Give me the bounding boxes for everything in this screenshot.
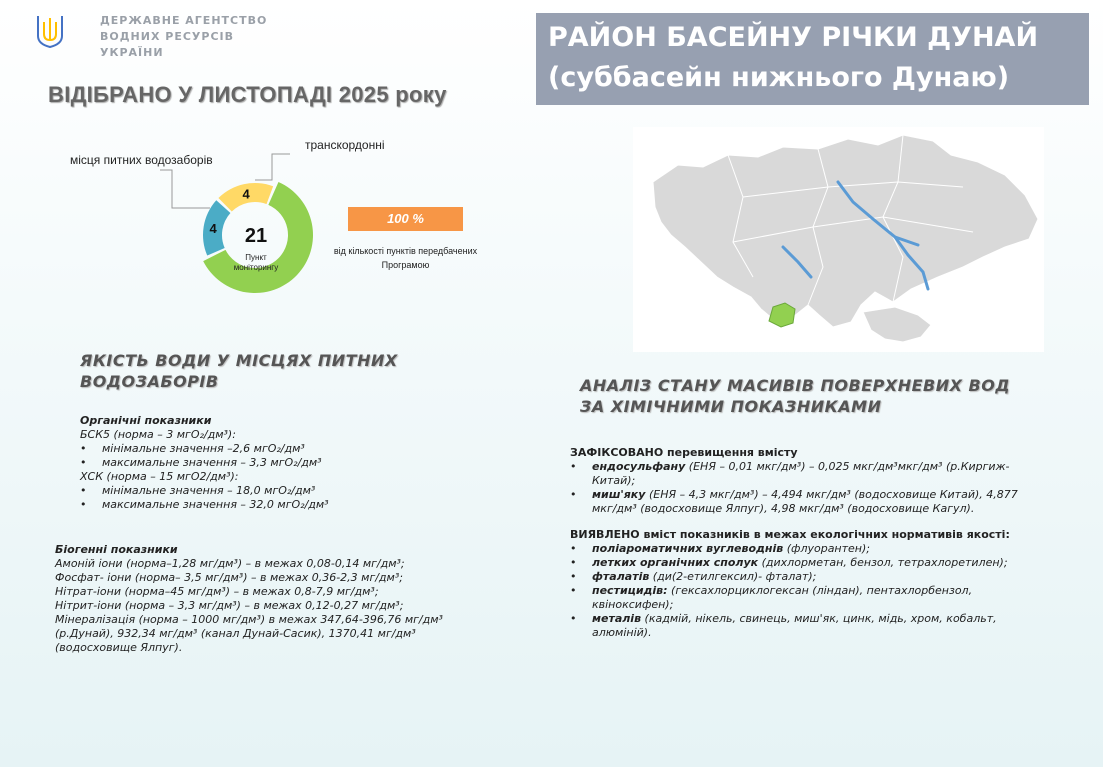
within-item-name: фталатів	[592, 570, 650, 583]
organic-heading: Органічні показники	[80, 414, 212, 427]
bullet: •	[570, 488, 577, 501]
exceed-heading: ЗАФІКСОВАНО перевищення вмісту	[570, 446, 798, 459]
organic-block	[80, 414, 500, 512]
bullet: •	[80, 456, 87, 469]
endo-name: ендосульфану	[592, 460, 686, 473]
bsk5-max-text: максимальне значення – 3,3 мгО₂/дм³	[102, 456, 322, 469]
title-box	[536, 13, 1089, 105]
within-item-name: летких органічних сполук	[592, 556, 759, 569]
within-item	[570, 612, 1040, 640]
agency-name	[100, 13, 288, 61]
bullet: •	[80, 484, 87, 497]
hsk-max	[80, 498, 500, 512]
donut-slice-drinking	[203, 200, 230, 255]
within-item	[570, 570, 1040, 584]
within-item-text: (флуорантен);	[783, 542, 870, 555]
arsenic-text: (ЕНЯ – 4,3 мкг/дм³) – 4,494 мкг/дм³ (водосховище Китай), 4,877 мкг/дм³ (водосховище Ялпуг), 4,98 мкг/дм³ (водосховище Кагул).	[592, 488, 1018, 515]
map-highlight-danube	[769, 303, 795, 327]
agency-logo	[28, 10, 288, 59]
within-item-name: пестицидів:	[592, 584, 668, 597]
within-item	[570, 556, 1040, 570]
bullet: •	[80, 442, 87, 455]
within-item-name: поліароматичних вуглеводнів	[592, 542, 784, 555]
bullet: •	[570, 460, 577, 473]
title-line-1: РАЙОН БАСЕЙНУ РІЧКИ ДУНАЙ	[548, 22, 1039, 53]
bullet: •	[80, 498, 87, 511]
bullet: •	[570, 612, 577, 625]
donut-total: 21	[244, 225, 268, 247]
biogenic-block	[55, 543, 525, 655]
agency-line-2: ВОДНИХ РЕСУРСІВ УКРАЇНИ	[100, 30, 234, 59]
analysis-title-1: АНАЛІЗ СТАНУ МАСИВІВ ПОВЕРХНЕВИХ ВОД	[580, 376, 1011, 395]
donut-center-label-1: Пункт	[245, 253, 267, 262]
map-svg	[633, 127, 1044, 352]
exceed-item-endosulfan	[570, 460, 1040, 488]
arsenic-name: миш'яку	[592, 488, 646, 501]
exceed-block	[570, 446, 1040, 516]
water-quality-title-2: ВОДОЗАБОРІВ	[80, 372, 219, 391]
within-heading: ВИЯВЛЕНО вміст показників в межах екологічних нормативів якості:	[570, 528, 1010, 541]
analysis-title-2: ЗА ХІМІЧНИМИ ПОКАЗНИКАМИ	[580, 397, 882, 416]
within-item-text: (кадмій, нікель, свинець, миш'як, цинк, мідь, хром, кобальт, алюміній).	[592, 612, 997, 639]
bsk5-max	[80, 456, 500, 470]
percent-caption-1: від кількості пунктів передбачених	[333, 246, 478, 256]
donut-chart	[195, 175, 315, 295]
bsk5-min	[80, 442, 500, 456]
bio-line-3: Нітрат-іони (норма–45 мг/дм³) – в межах 0,8-7,9 мг/дм³;	[55, 585, 379, 598]
within-item-text: (гексахлорциклогексан (ліндан), пентахлорбензол, квіноксифен);	[592, 584, 973, 611]
segment-label-transboundary: 4	[242, 186, 250, 202]
trident-icon	[36, 14, 64, 48]
hsk-line: ХСК (норма – 15 мгО2/дм³):	[80, 470, 239, 483]
percent-caption	[318, 244, 493, 272]
ukraine-map	[633, 127, 1044, 352]
callout-drinking: місця питних водозаборів	[70, 153, 213, 167]
map-crimea	[863, 307, 931, 342]
bsk5-line: БСК5 (норма – 3 мгО₂/дм³):	[80, 428, 236, 441]
bio-line-6: (р.Дунай), 932,34 мг/дм³ (канал Дунай-Сасик), 1370,41 мг/дм³	[55, 627, 416, 640]
bio-line-5: Мінералізація (норма – 1000 мг/дм³) в межах 347,64-396,76 мг/дм³	[55, 613, 443, 626]
hsk-min-text: мінімальне значення – 18,0 мгО₂/дм³	[102, 484, 316, 497]
within-item-name: металів	[592, 612, 642, 625]
selected-heading: ВІДІБРАНО У ЛИСТОПАДІ 2025 року	[48, 82, 447, 107]
donut-center-label-2: моніторингу	[233, 263, 279, 272]
within-item-text: (дихлорметан, бензол, тетрахлоретилен);	[758, 556, 1008, 569]
bio-line-7: (водосховище Ялпуг).	[55, 641, 183, 654]
title-line-2: (суббасейн нижнього Дунаю)	[548, 62, 1010, 93]
within-item-text: (ди(2-етилгексил)- фталат);	[649, 570, 817, 583]
callout-transboundary: транскордонні	[305, 138, 385, 152]
biogenic-heading: Біогенні показники	[55, 543, 178, 556]
hsk-max-text: максимальне значення – 32,0 мгО₂/дм³	[102, 498, 329, 511]
bullet: •	[570, 584, 577, 597]
bsk5-min-text: мінімальне значення –2,6 мгО₂/дм³	[102, 442, 305, 455]
exceed-item-arsenic	[570, 488, 1040, 516]
map-country	[653, 135, 1038, 327]
within-item	[570, 542, 1040, 556]
bio-line-2: Фосфат- іони (норма– 3,5 мг/дм³) – в межах 0,36-2,3 мг/дм³;	[55, 571, 403, 584]
within-block	[570, 528, 1040, 640]
bullet: •	[570, 556, 577, 569]
endo-text: (ЕНЯ – 0,01 мкг/дм³) – 0,025 мкг/дм³мкг/дм³ (р.Киргиж-Китай);	[592, 460, 1010, 487]
analysis-title	[580, 375, 1010, 417]
bullet: •	[570, 542, 577, 555]
bio-line-1: Амоній іони (норма–1,28 мг/дм³) – в межах 0,08-0,14 мг/дм³;	[55, 557, 405, 570]
percent-caption-2: Програмою	[381, 260, 430, 270]
water-quality-title-1: ЯКІСТЬ ВОДИ У МІСЦЯХ ПИТНИХ	[80, 351, 398, 370]
water-quality-title	[80, 350, 398, 392]
within-item	[570, 584, 1040, 612]
bullet: •	[570, 570, 577, 583]
percent-badge: 100 %	[348, 207, 463, 231]
agency-line-1: ДЕРЖАВНЕ АГЕНТСТВО	[100, 14, 268, 27]
bio-line-4: Нітрит-іони (норма – 3,3 мг/дм³) – в межах 0,12-0,27 мг/дм³;	[55, 599, 404, 612]
hsk-min	[80, 484, 500, 498]
segment-label-drinking: 4	[209, 221, 217, 237]
